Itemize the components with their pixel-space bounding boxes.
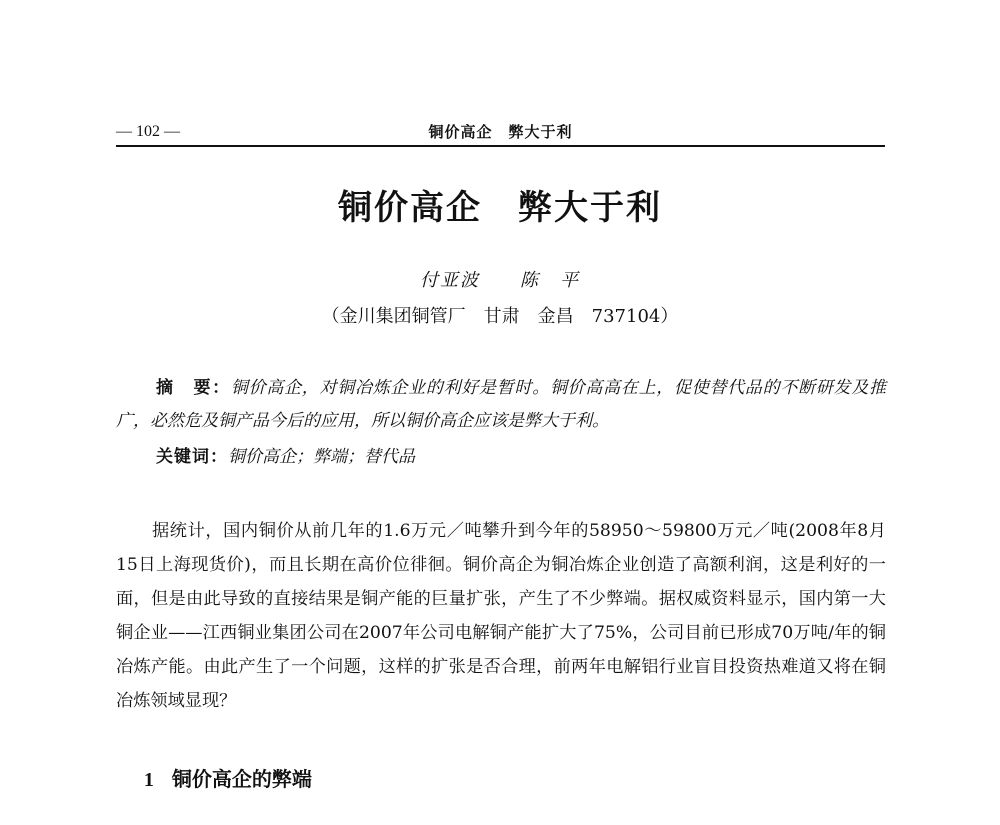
article-title: 铜价高企 弊大于利 — [338, 188, 662, 228]
section-title: 铜价高企的弊端 — [171, 767, 312, 791]
running-title: 铜价高企 弊大于利 — [428, 123, 573, 141]
body-paragraph: 据统计，国内铜价从前几年的1.6万元／吨攀升到今年的58950～59800万元／吨(2008年8月15日上海现货价)，而且长期在高价位徘徊。铜价高企为铜冶炼企业创造了高额利润，这是利好的一面，但是由此导致的直接结果是铜产能的巨量扩张，产生了不少弊端。据权威资料显示，国内第一大铜企业——江西铜业集团公司在2007年公司电解铜产能扩大了75%，公司目前已形成70万吨/年的铜冶炼产能。由此产生了一个问题，这样的扩张是否合理，前两年电解铝行业盲目投资热难道又将在铜冶炼领域显现？ — [116, 521, 886, 711]
abstract-text: 铜价高企，对铜冶炼企业的利好是暂时。铜价高高在上，促使替代品的不断研发及推广，必然危及铜产品今后的应用，所以铜价高企应该是弊大于利。 — [116, 378, 887, 431]
abstract-block — [116, 372, 886, 438]
running-header — [116, 121, 885, 147]
keywords-text: 铜价高企；弊端；替代品 — [228, 447, 415, 467]
section-number: 1 — [143, 769, 154, 791]
page-number: — 102 — — [116, 123, 180, 140]
keywords-block — [156, 441, 886, 474]
author-affiliation: （金川集团铜管厂 甘肃 金昌 737104） — [321, 306, 679, 327]
section-heading — [116, 734, 312, 825]
author-line: 付亚波 陈 平 — [420, 270, 580, 291]
abstract-label: 摘 要： — [156, 378, 231, 398]
keywords-label: 关键词： — [156, 447, 228, 467]
